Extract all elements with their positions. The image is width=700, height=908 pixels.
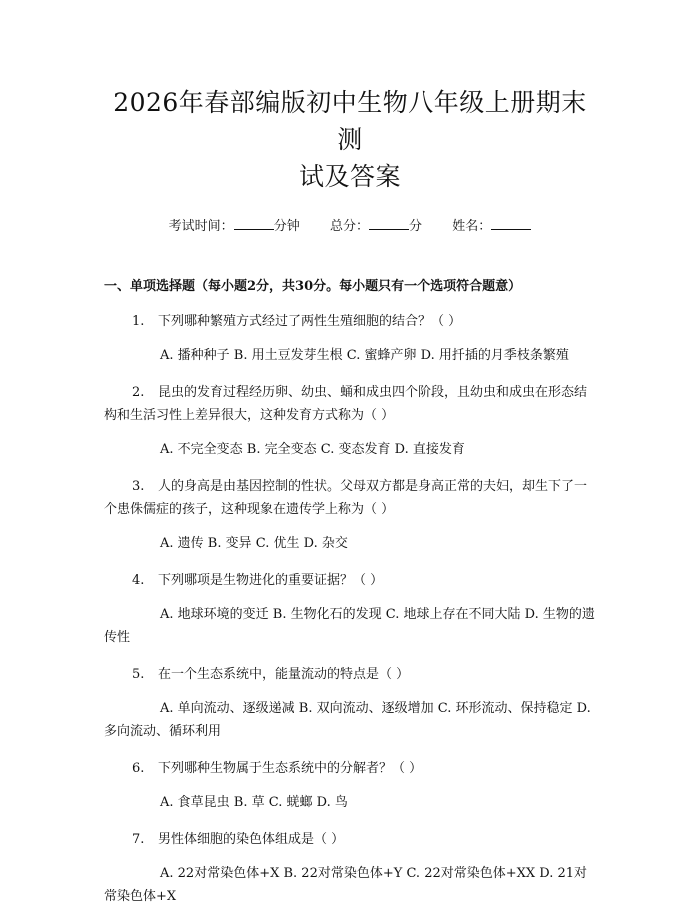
score-label: 总分：: [329, 219, 369, 234]
question-text: 男性体细胞的染色体组成是（ ）: [158, 832, 345, 847]
question-stem: [104, 663, 596, 686]
question-stem: [104, 569, 596, 592]
question-text: 下列哪种生物属于生态系统中的分解者？（ ）: [158, 761, 423, 776]
document-title: [104, 84, 596, 195]
question-stem: [104, 381, 596, 427]
question-number: 4.: [132, 573, 145, 588]
question-number: 2.: [132, 385, 145, 400]
time-unit: 分钟: [273, 219, 300, 234]
question-number: 6.: [132, 761, 145, 776]
question-number: 3.: [132, 479, 145, 494]
exam-meta: [104, 217, 596, 236]
section-title-single-choice: 一、单项选择题（每小题2分，共30分。每小题只有一个选项符合题意）: [104, 279, 522, 294]
question-options: A. 食草昆虫 B. 草 C. 蜣螂 D. 鸟: [160, 795, 348, 810]
time-label: 考试时间：: [168, 219, 234, 234]
question-number: 5.: [132, 667, 145, 682]
question-options: A. 遗传 B. 变异 C. 优生 D. 杂交: [160, 536, 348, 551]
question-options: A. 地球环境的变迁 B. 生物化石的发现 C. 地球上存在不同大陆 D. 生物的遗传性: [104, 607, 595, 645]
question-text: 下列哪项是生物进化的重要证据？（ ）: [158, 573, 384, 588]
score-unit: 分: [409, 219, 423, 234]
question-options: A. 单向流动、逐级递减 B. 双向流动、逐级增加 C. 环形流动、保持稳定 D. 多向流动、循环利用: [104, 701, 591, 739]
question-text: 下列哪种繁殖方式经过了两性生殖细胞的结合？（ ）: [158, 314, 462, 329]
title-line-1: 2026年春部编版初中生物八年级上册期末测: [113, 88, 587, 154]
time-blank[interactable]: [234, 217, 274, 230]
question-options: A. 22对常染色体+X B. 22对常染色体+Y C. 22对常染色体+XX D. 21对常染色体+X: [104, 866, 588, 904]
question-text: 昆虫的发育过程经历卵、幼虫、蛹和成虫四个阶段，且幼虫和成虫在形态结构和生活习性上差异很大，这种发育方式称为（ ）: [104, 385, 588, 423]
question-options: A. 不完全变态 B. 完全变态 C. 变态发育 D. 直接发育: [160, 442, 465, 457]
title-line-2: 试及答案: [298, 162, 401, 191]
question-stem: [104, 757, 596, 780]
question-number: 1.: [132, 314, 145, 329]
score-blank[interactable]: [369, 217, 409, 230]
question-stem: [104, 310, 596, 333]
question-list: [104, 310, 596, 908]
question-text: 人的身高是由基因控制的性状。父母双方都是身高正常的夫妇，却生下了一个患侏儒症的孩子，这种现象在遗传学上称为（ ）: [104, 479, 588, 517]
question-stem: [104, 828, 596, 851]
question-stem: [104, 475, 596, 521]
name-label: 姓名：: [452, 219, 492, 234]
question-number: 7.: [132, 832, 145, 847]
question-text: 在一个生态系统中，能量流动的特点是（ ）: [158, 667, 410, 682]
question-options: A. 播种种子 B. 用土豆发芽生根 C. 蜜蜂产卵 D. 用扦插的月季枝条繁殖: [160, 348, 569, 363]
name-blank[interactable]: [491, 217, 531, 230]
